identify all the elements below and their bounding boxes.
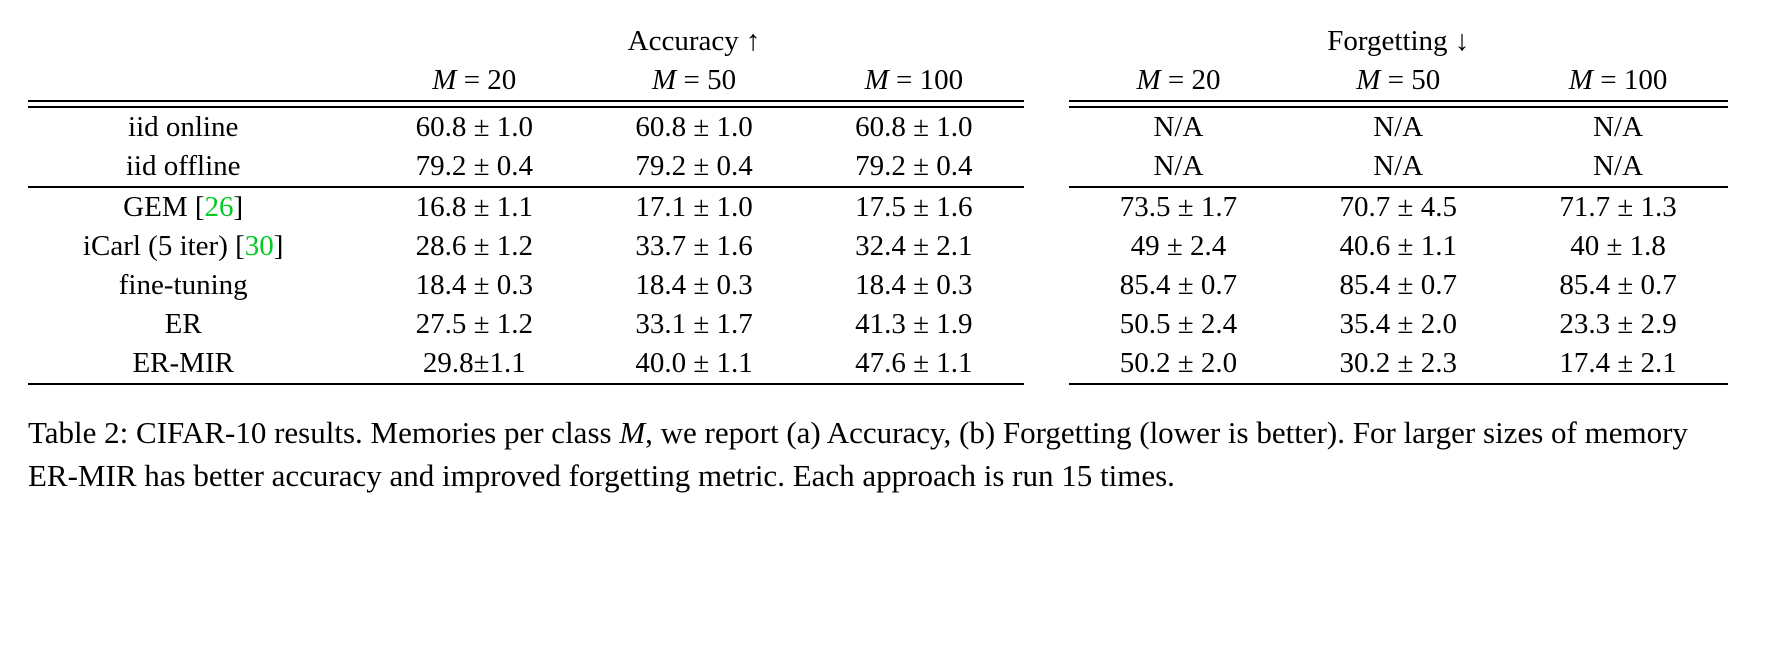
table-row [28,227,1728,266]
row-label: ER-MIR [132,347,234,379]
cell-acc-m20: 27.5 ± 1.2 [415,308,533,340]
cell-acc-m20: 18.4 ± 0.3 [415,269,533,301]
forgetting-group-header [1069,22,1728,61]
group-title-row [28,22,1728,61]
empty-corner-2 [28,61,364,100]
cell-forg-m20: N/A [1153,111,1204,143]
cell-acc-m100: 41.3 ± 1.9 [855,308,973,340]
accuracy-m20-header [364,61,584,100]
cell-forg-m50: 35.4 ± 2.0 [1339,308,1457,340]
group-gap [1024,22,1069,61]
cell-forg-m50: N/A [1373,111,1424,143]
row-label: fine-tuning [118,269,248,301]
cell-forg-m50: N/A [1373,150,1424,182]
cell-forg-m100: 23.3 ± 2.9 [1559,308,1677,340]
row-gap [1024,344,1069,383]
cell-acc-m100: 79.2 ± 0.4 [855,150,973,182]
row-label [28,227,364,266]
m-eq: = 50 [1387,64,1441,96]
cell-acc-m100: 60.8 ± 1.0 [855,111,973,143]
m-eq: = 100 [1600,64,1668,96]
cell-forg-m20: 85.4 ± 0.7 [1119,269,1238,301]
cell-forg-m100: 85.4 ± 0.7 [1559,269,1677,301]
row-label-text: iCarl (5 iter) [82,230,228,262]
cell-forg-m100: 40 ± 1.8 [1570,230,1666,262]
row-label: iid online [128,111,239,143]
row-gap [1024,305,1069,344]
group-gap [1024,61,1069,100]
cell-forg-m20: 49 ± 2.4 [1130,230,1227,262]
citation-ref: [26] [194,191,244,223]
cell-acc-m20: 28.6 ± 1.2 [415,230,533,262]
cell-forg-m20: N/A [1153,150,1204,182]
m-var: M [432,64,457,96]
down-arrow-icon: ↓ [1454,25,1470,57]
cell-forg-m20: 50.5 ± 2.4 [1119,308,1238,340]
citation-ref: [30] [235,230,284,262]
cell-acc-m100: 18.4 ± 0.3 [855,269,973,301]
row-label-text: GEM [123,191,188,223]
cell-acc-m50: 33.1 ± 1.7 [635,308,753,340]
cell-forg-m100: N/A [1593,150,1644,182]
accuracy-m50-header [584,61,804,100]
row-gap [1024,147,1069,186]
m-var: M [1568,64,1593,96]
header-double-rule [28,100,1728,108]
cell-acc-m50: 79.2 ± 0.4 [635,150,753,182]
table-row [28,305,1728,344]
forgetting-group-label: Forgetting [1327,25,1448,57]
forgetting-m20-header [1069,61,1289,100]
cell-acc-m50: 40.0 ± 1.1 [635,347,753,379]
m-eq: = 50 [683,64,737,96]
results-table [28,22,1728,385]
table-row [28,266,1728,305]
cell-acc-m50: 60.8 ± 1.0 [635,111,753,143]
table-row [28,344,1728,383]
caption-part2: , we report (a) Accuracy, (b) Forgetting (lower is better). For larger sizes of memory ER-MIR has better accuracy and improved forgetting metric. Each approach is run 15 times. [28,415,1688,493]
m-eq: = 100 [896,64,964,96]
cell-acc-m20: 79.2 ± 0.4 [415,150,533,182]
cell-forg-m50: 30.2 ± 2.3 [1339,347,1457,379]
rule-left [28,383,1024,385]
rule-right [1069,100,1728,108]
accuracy-group-label: Accuracy [627,25,739,57]
cell-acc-m20: 29.8±1.1 [422,347,526,379]
table-caption [28,411,1728,497]
table-row [28,147,1728,186]
row-gap [1024,266,1069,305]
cell-acc-m100: 32.4 ± 2.1 [855,230,973,262]
forgetting-m50-header [1288,61,1508,100]
cell-acc-m50: 17.1 ± 1.0 [635,191,753,223]
cell-acc-m20: 60.8 ± 1.0 [415,111,533,143]
m-var: M [864,64,889,96]
cell-forg-m50: 70.7 ± 4.5 [1339,191,1457,223]
m-eq: = 20 [463,64,517,96]
m-var: M [1136,64,1161,96]
cell-forg-m100: 71.7 ± 1.3 [1559,191,1677,223]
cell-forg-m20: 73.5 ± 1.7 [1119,191,1238,223]
memory-subheader-row [28,61,1728,100]
cell-acc-m50: 18.4 ± 0.3 [635,269,753,301]
accuracy-group-header [364,22,1023,61]
cell-forg-m20: 50.2 ± 2.0 [1119,347,1238,379]
cell-acc-m100: 47.6 ± 1.1 [855,347,973,379]
row-gap [1024,108,1069,147]
rule-left [28,100,1024,108]
rule-gap [1024,100,1069,108]
caption-part1: Table 2: CIFAR-10 results. Memories per class [28,415,620,450]
cell-forg-m100: N/A [1593,111,1644,143]
accuracy-m100-header [804,61,1024,100]
up-arrow-icon: ↑ [745,25,761,57]
empty-corner [28,22,364,61]
cell-forg-m100: 17.4 ± 2.1 [1559,347,1677,379]
m-var: M [1356,64,1381,96]
cell-forg-m50: 40.6 ± 1.1 [1339,230,1457,262]
rule-gap [1024,383,1069,385]
m-eq: = 20 [1167,64,1221,96]
forgetting-m100-header [1508,61,1728,100]
cell-acc-m50: 33.7 ± 1.6 [635,230,753,262]
cell-acc-m20: 16.8 ± 1.1 [415,191,533,223]
row-label: ER [164,308,202,340]
row-gap [1024,227,1069,266]
row-gap [1024,188,1069,227]
table-row [28,108,1728,147]
bottom-rule [28,383,1728,385]
m-var: M [652,64,677,96]
cell-acc-m100: 17.5 ± 1.6 [855,191,973,223]
cell-forg-m50: 85.4 ± 0.7 [1339,269,1457,301]
rule-right [1069,383,1728,385]
caption-math-var: M [619,415,646,450]
table-row [28,188,1728,227]
row-label [28,188,364,227]
row-label: iid offline [125,150,241,182]
